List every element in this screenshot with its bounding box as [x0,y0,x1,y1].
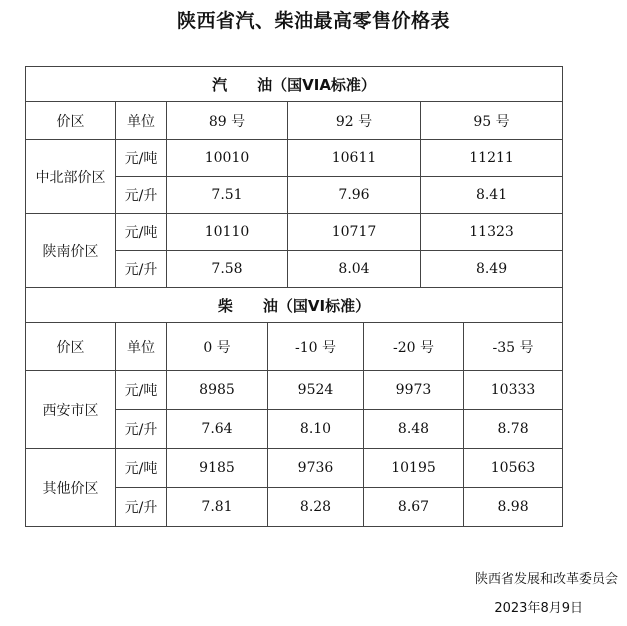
gasoline-grade-header: 89 号 [167,102,288,140]
diesel-grade-header: -35 号 [464,323,563,371]
price-cell: 8.49 [421,251,563,288]
issue-date: 2023年8月9日 [494,601,583,616]
price-cell: 8.10 [268,410,364,449]
price-cell: 8.28 [268,488,364,527]
price-cell: 9185 [167,449,268,488]
gasoline-region-cell: 中北部价区 [26,140,116,214]
price-cell: 7.96 [288,177,421,214]
gasoline-grade-header: 92 号 [288,102,421,140]
price-cell: 11211 [421,140,563,177]
price-cell: 10010 [167,140,288,177]
diesel-region-cell: 其他价区 [26,449,116,527]
price-cell: 7.81 [167,488,268,527]
price-cell: 8985 [167,371,268,410]
gasoline-region-cell: 陕南价区 [26,214,116,288]
diesel-region-cell: 西安市区 [26,371,116,449]
price-cell: 9973 [364,371,464,410]
unit-cell: 元/吨 [116,371,167,410]
price-cell: 7.51 [167,177,288,214]
price-table [25,66,563,527]
price-cell: 7.58 [167,251,288,288]
price-cell: 10717 [288,214,421,251]
gasoline-region-header: 价区 [26,102,116,140]
price-cell: 9524 [268,371,364,410]
diesel-unit-header: 单位 [116,323,167,371]
gasoline-unit-header: 单位 [116,102,167,140]
unit-cell: 元/吨 [116,214,167,251]
price-cell: 8.04 [288,251,421,288]
price-cell: 10110 [167,214,288,251]
price-cell: 8.48 [364,410,464,449]
price-cell: 8.98 [464,488,563,527]
issuing-organization: 陕西省发展和改革委员会 [474,572,618,587]
unit-cell: 元/吨 [116,140,167,177]
gasoline-section-title: 汽 油（国VIA标准） [26,67,563,102]
price-cell: 11323 [421,214,563,251]
price-cell: 9736 [268,449,364,488]
price-cell: 8.78 [464,410,563,449]
diesel-grade-header: 0 号 [167,323,268,371]
page-title: 陕西省汽、柴油最高零售价格表 [176,10,450,32]
unit-cell: 元/吨 [116,449,167,488]
diesel-region-header: 价区 [26,323,116,371]
diesel-grade-header: -10 号 [268,323,364,371]
diesel-section-title: 柴 油（国VI标准） [26,288,563,323]
unit-cell: 元/升 [116,410,167,449]
gasoline-grade-header: 95 号 [421,102,563,140]
diesel-grade-header: -20 号 [364,323,464,371]
unit-cell: 元/升 [116,177,167,214]
price-cell: 10611 [288,140,421,177]
price-cell: 8.67 [364,488,464,527]
price-cell: 8.41 [421,177,563,214]
unit-cell: 元/升 [116,488,167,527]
unit-cell: 元/升 [116,251,167,288]
price-cell: 7.64 [167,410,268,449]
price-cell: 10195 [364,449,464,488]
price-cell: 10333 [464,371,563,410]
price-cell: 10563 [464,449,563,488]
